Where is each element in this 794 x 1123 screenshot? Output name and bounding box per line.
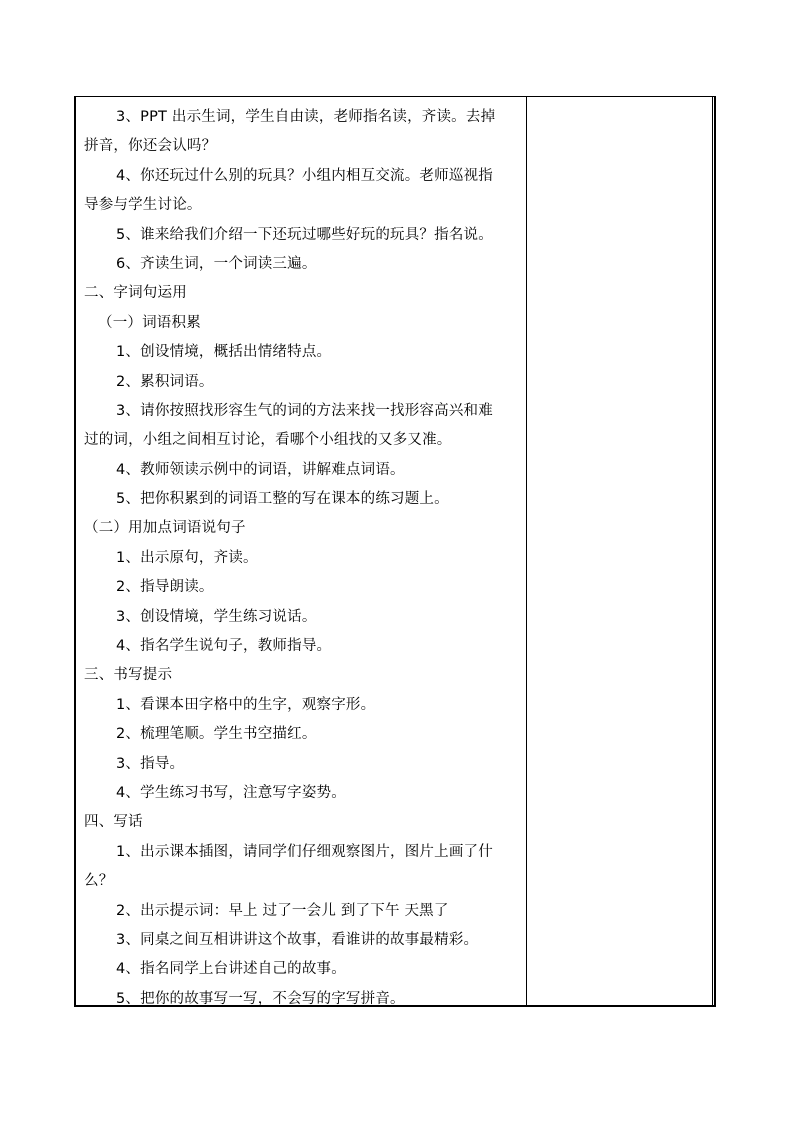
text-line: 1、看课本田字格中的生字，观察字形。 (116, 696, 376, 713)
section-heading: 四、写话 (84, 814, 143, 831)
text-line: 导参与学生讨论。 (84, 197, 202, 214)
text-line: 拼音，你还会认吗？ (84, 138, 217, 155)
text-line: 3、指导。 (116, 755, 185, 772)
text-line: 4、指名同学上台讲述自己的故事。 (116, 961, 346, 978)
text-line: 4、你还玩过什么别的玩具？小组内相互交流。老师巡视指 (116, 167, 493, 184)
text-line: 4、学生练习书写，注意写字姿势。 (116, 784, 346, 801)
text-line: 5、把你积累到的词语工整的写在课本的练习题上。 (116, 491, 449, 508)
notes-cell (527, 97, 711, 1005)
text-line: 3、同桌之间互相讲讲这个故事，看谁讲的故事最精彩。 (116, 931, 479, 948)
section-heading: 二、字词句运用 (84, 285, 187, 302)
right-border-outer (714, 97, 716, 1005)
text-line: 5、把你的故事写一写，不会写的字写拼音。 (116, 990, 405, 1007)
subsection-heading: （一）词语积累 (98, 314, 201, 331)
text-line: 过的词，小组之间相互讨论，看哪个小组找的又多又准。 (84, 432, 452, 449)
text-line: 1、创设情境，概括出情绪特点。 (116, 344, 332, 361)
text-line: 2、出示提示词：早上 过了一会儿 到了下午 天黑了 (116, 902, 449, 919)
text-line: 1、出示原句，齐读。 (116, 549, 258, 566)
text-line: 么？ (84, 873, 114, 890)
text-line: 3、PPT 出示生词，学生自由读，老师指名读，齐读。去掉 (116, 109, 496, 125)
text-line: 4、教师领读示例中的词语，讲解难点词语。 (116, 461, 405, 478)
text-line: 1、出示课本插图，请同学们仔细观察图片，图片上画了什 (116, 843, 493, 860)
lesson-plan-table (74, 96, 716, 1007)
text-line: 2、累积词语。 (116, 373, 214, 390)
text-line: 6、齐读生词，一个词读三遍。 (116, 255, 317, 272)
section-heading: 三、书写提示 (84, 667, 173, 684)
text-line: 4、指名学生说句子，教师指导。 (116, 638, 332, 655)
text-line: 2、梳理笔顺。学生书空描红。 (116, 726, 317, 743)
subsection-heading: （二）用加点词语说句子 (84, 520, 246, 537)
text-line: 3、创设情境，学生练习说话。 (116, 608, 317, 625)
right-border-inner (712, 97, 713, 1005)
text-line: 3、请你按照找形容生气的词的方法来找一找形容高兴和难 (116, 402, 493, 419)
text-line: 2、指导朗读。 (116, 579, 214, 596)
text-line: 5、谁来给我们介绍一下还玩过哪些好玩的玩具？指名说。 (116, 226, 493, 243)
lesson-content-cell (84, 103, 524, 1014)
